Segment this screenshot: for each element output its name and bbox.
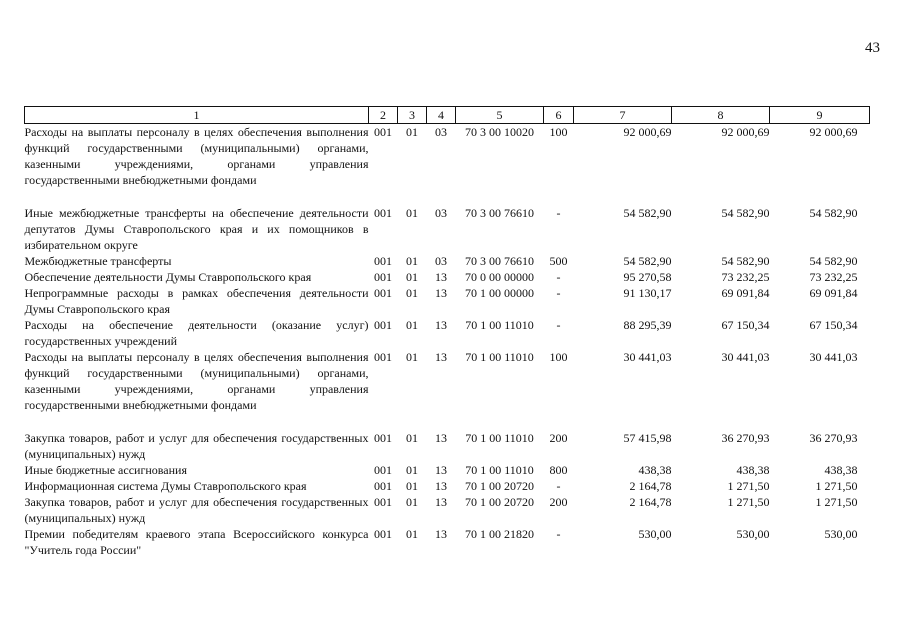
- amount-col9-cell: 54 582,90: [809, 254, 858, 268]
- row-name-cell: Расходы на выплаты персоналу в целях обеспечения выполнения функций государственными (муниципальными) органами, казенными учреждениями, органами управления государственными внебюджетными фондами: [24, 350, 369, 412]
- amount-col7-cell: 438,38: [638, 463, 672, 477]
- budget-table: [24, 106, 870, 558]
- header-cell: 5: [456, 107, 544, 124]
- amount-col8-cell: 36 270,93: [721, 431, 770, 445]
- amount-col7-cell: 530,00: [638, 527, 672, 541]
- amount-col7-cell: 57 415,98: [623, 431, 672, 445]
- header-cell: 6: [544, 107, 574, 124]
- expense-type-cell: 100: [549, 350, 568, 364]
- expense-type-cell: 200: [549, 431, 568, 445]
- row-name-cell: Иные бюджетные ассигнования: [24, 463, 187, 477]
- header-row: [25, 107, 870, 124]
- amount-col9-cell: 530,00: [824, 527, 858, 541]
- table-row: [25, 494, 870, 526]
- amount-col8-cell: 54 582,90: [721, 206, 770, 220]
- section-code-cell: 01: [406, 527, 418, 541]
- section-code-cell: 01: [406, 318, 418, 332]
- ministry-code-cell: 001: [374, 350, 392, 364]
- row-name-cell: Межбюджетные трансферты: [24, 254, 172, 268]
- expense-type-cell: 200: [549, 495, 568, 509]
- amount-col9-cell: 1 271,50: [815, 495, 858, 509]
- ministry-code-cell: 001: [374, 479, 392, 493]
- table-row: [25, 526, 870, 558]
- amount-col8-cell: 69 091,84: [721, 286, 770, 300]
- amount-col7-cell: 54 582,90: [623, 206, 672, 220]
- row-name-cell: Премии победителям краевого этапа Всероссийского конкурса "Учитель года России": [24, 527, 369, 557]
- target-article-cell: 70 3 00 76610: [465, 206, 534, 220]
- subsection-code-cell: 03: [435, 125, 447, 139]
- amount-col9-cell: 67 150,34: [809, 318, 858, 332]
- expense-type-cell: 800: [549, 463, 568, 477]
- page-number: 43: [865, 40, 880, 56]
- subsection-code-cell: 03: [435, 254, 447, 268]
- section-code-cell: 01: [406, 479, 418, 493]
- amount-col7-cell: 30 441,03: [623, 350, 672, 364]
- section-code-cell: 01: [406, 125, 418, 139]
- subsection-code-cell: 13: [435, 286, 447, 300]
- target-article-cell: 70 1 00 11010: [465, 431, 534, 445]
- subsection-code-cell: 13: [435, 463, 447, 477]
- row-name-cell: Закупка товаров, работ и услуг для обеспечения государственных (муниципальных) нужд: [24, 495, 369, 525]
- target-article-cell: 70 3 00 76610: [465, 254, 534, 268]
- row-name-cell: Расходы на выплаты персоналу в целях обеспечения выполнения функций государственными (муниципальными) органами, казенными учреждениями, органами управления государственными внебюджетными фондами: [24, 125, 369, 187]
- amount-col7-cell: 92 000,69: [623, 125, 672, 139]
- amount-col8-cell: 1 271,50: [727, 495, 770, 509]
- header-cell: 4: [427, 107, 456, 124]
- row-name-cell: Непрограммные расходы в рамках обеспечения деятельности Думы Ставропольского края: [24, 286, 369, 316]
- amount-col9-cell: 54 582,90: [809, 206, 858, 220]
- ministry-code-cell: 001: [374, 270, 392, 284]
- target-article-cell: 70 1 00 00000: [465, 286, 534, 300]
- section-code-cell: 01: [406, 206, 418, 220]
- row-name-cell: Закупка товаров, работ и услуг для обеспечения государственных (муниципальных) нужд: [24, 431, 369, 461]
- row-name-cell: Расходы на обеспечение деятельности (оказание услуг) государственных учреждений: [24, 318, 369, 348]
- target-article-cell: 70 1 00 11010: [465, 318, 534, 332]
- amount-col8-cell: 530,00: [736, 527, 770, 541]
- subsection-code-cell: 03: [435, 206, 447, 220]
- subsection-code-cell: 13: [435, 318, 447, 332]
- subsection-code-cell: 13: [435, 479, 447, 493]
- ministry-code-cell: 001: [374, 463, 392, 477]
- amount-col8-cell: 1 271,50: [727, 479, 770, 493]
- table-row: [25, 124, 870, 206]
- target-article-cell: 70 1 00 20720: [465, 495, 534, 509]
- amount-col8-cell: 30 441,03: [721, 350, 770, 364]
- amount-col8-cell: 438,38: [736, 463, 770, 477]
- table-body: [25, 124, 870, 559]
- target-article-cell: 70 1 00 11010: [465, 350, 534, 364]
- table-header: [25, 107, 870, 124]
- table-row: [25, 205, 870, 253]
- amount-col9-cell: 1 271,50: [815, 479, 858, 493]
- row-name-cell: Иные межбюджетные трансферты на обеспечение деятельности депутатов Думы Ставропольского края и их помощников в избирательном округе: [24, 206, 369, 252]
- amount-col8-cell: 67 150,34: [721, 318, 770, 332]
- target-article-cell: 70 1 00 11010: [465, 463, 534, 477]
- section-code-cell: 01: [406, 286, 418, 300]
- section-code-cell: 01: [406, 463, 418, 477]
- expense-type-cell: -: [556, 286, 561, 300]
- ministry-code-cell: 001: [374, 254, 392, 268]
- section-code-cell: 01: [406, 254, 418, 268]
- header-cell: 8: [672, 107, 770, 124]
- table-row: [25, 462, 870, 478]
- amount-col8-cell: 73 232,25: [721, 270, 770, 284]
- header-cell: 9: [770, 107, 870, 124]
- section-code-cell: 01: [406, 270, 418, 284]
- ministry-code-cell: 001: [374, 527, 392, 541]
- amount-col7-cell: 95 270,58: [623, 270, 672, 284]
- table-row: [25, 285, 870, 317]
- table-row: [25, 349, 870, 430]
- section-code-cell: 01: [406, 350, 418, 364]
- amount-col7-cell: 88 295,39: [623, 318, 672, 332]
- amount-col9-cell: 30 441,03: [809, 350, 858, 364]
- ministry-code-cell: 001: [374, 318, 392, 332]
- header-cell: 3: [398, 107, 427, 124]
- expense-type-cell: -: [556, 479, 561, 493]
- header-cell: 7: [574, 107, 672, 124]
- target-article-cell: 70 3 00 10020: [465, 125, 534, 139]
- amount-col8-cell: 54 582,90: [721, 254, 770, 268]
- amount-col9-cell: 36 270,93: [809, 431, 858, 445]
- amount-col7-cell: 2 164,78: [629, 495, 672, 509]
- amount-col9-cell: 73 232,25: [809, 270, 858, 284]
- ministry-code-cell: 001: [374, 125, 392, 139]
- amount-col8-cell: 92 000,69: [721, 125, 770, 139]
- section-code-cell: 01: [406, 495, 418, 509]
- subsection-code-cell: 13: [435, 270, 447, 284]
- header-cell: 1: [25, 107, 369, 124]
- amount-col7-cell: 2 164,78: [629, 479, 672, 493]
- subsection-code-cell: 13: [435, 350, 447, 364]
- amount-col9-cell: 438,38: [824, 463, 858, 477]
- amount-col9-cell: 92 000,69: [809, 125, 858, 139]
- table-row: [25, 253, 870, 269]
- table-row: [25, 430, 870, 462]
- expense-type-cell: -: [556, 527, 561, 541]
- table-row: [25, 478, 870, 494]
- subsection-code-cell: 13: [435, 495, 447, 509]
- ministry-code-cell: 001: [374, 495, 392, 509]
- amount-col7-cell: 54 582,90: [623, 254, 672, 268]
- section-code-cell: 01: [406, 431, 418, 445]
- expense-type-cell: -: [556, 318, 561, 332]
- amount-col7-cell: 91 130,17: [623, 286, 672, 300]
- expense-type-cell: 100: [549, 125, 568, 139]
- target-article-cell: 70 1 00 21820: [465, 527, 534, 541]
- row-name-cell: Информационная система Думы Ставропольского края: [24, 479, 307, 493]
- header-cell: 2: [369, 107, 398, 124]
- table-row: [25, 317, 870, 349]
- expense-type-cell: 500: [549, 254, 568, 268]
- subsection-code-cell: 13: [435, 431, 447, 445]
- amount-col9-cell: 69 091,84: [809, 286, 858, 300]
- subsection-code-cell: 13: [435, 527, 447, 541]
- target-article-cell: 70 0 00 00000: [465, 270, 534, 284]
- table-row: [25, 269, 870, 285]
- expense-type-cell: -: [556, 270, 561, 284]
- row-name-cell: Обеспечение деятельности Думы Ставропольского края: [24, 270, 312, 284]
- ministry-code-cell: 001: [374, 431, 392, 445]
- expense-type-cell: -: [556, 206, 561, 220]
- ministry-code-cell: 001: [374, 206, 392, 220]
- target-article-cell: 70 1 00 20720: [465, 479, 534, 493]
- ministry-code-cell: 001: [374, 286, 392, 300]
